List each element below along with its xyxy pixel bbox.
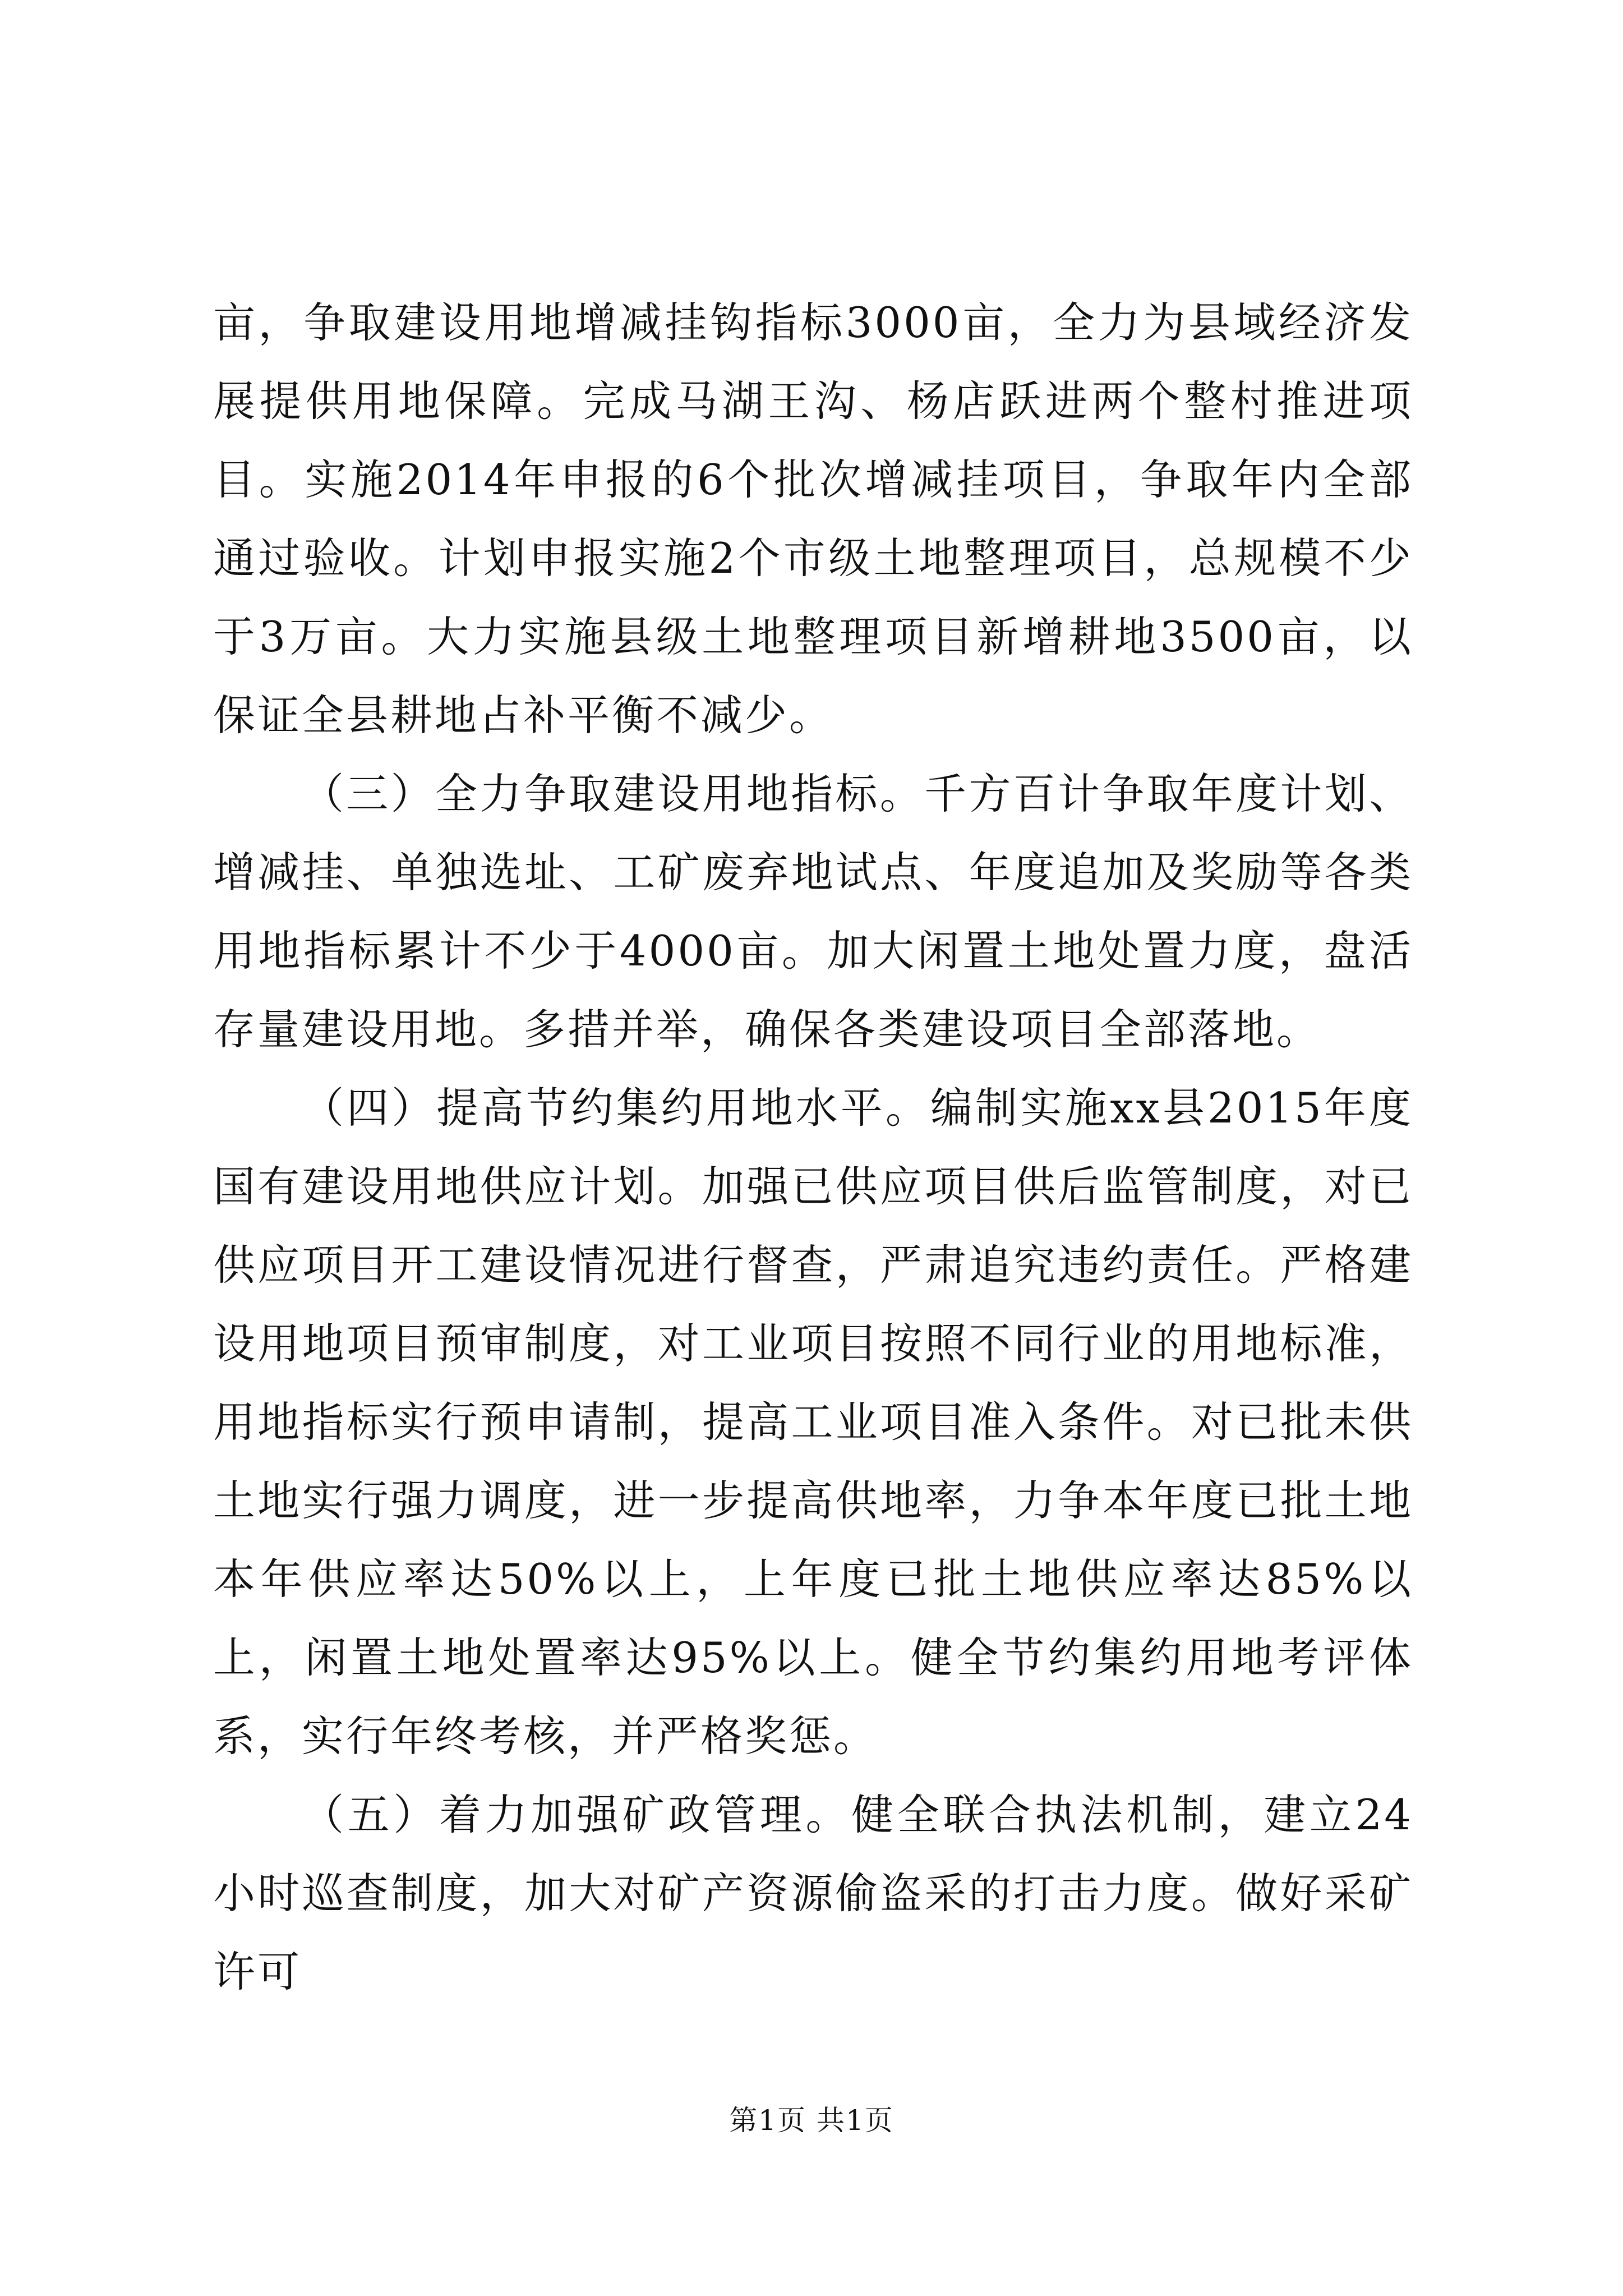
- paragraph-4: （五）着力加强矿政管理。健全联合执法机制，建立24小时巡查制度，加大对矿产资源偷盗采的打击力度。做好采矿许可: [213, 1790, 1413, 1996]
- page-number-label: 第1页 共1页: [729, 2104, 894, 2137]
- paragraph-1: 亩，争取建设用地增减挂钩指标3000亩，全力为县域经济发展提供用地保障。完成马湖王沟、杨店跃进两个整村推进项目。实施2014年申报的6个批次增减挂项目，争取年内全部通过验收。计划申报实施2个市级土地整理项目，总规模不少于3万亩。大力实施县级土地整理项目新增耕地3500亩，以保证全县耕地占补平衡不减少。: [213, 298, 1413, 740]
- paragraph-2: （三）全力争取建设用地指标。千方百计争取年度计划、增减挂、单独选址、工矿废弃地试点、年度追加及奖励等各类用地指标累计不少于4000亩。加大闲置土地处置力度，盘活存量建设用地。多措并举，确保各类建设项目全部落地。: [213, 769, 1413, 1054]
- paragraph-3: （四）提高节约集约用地水平。编制实施xx县2015年度国有建设用地供应计划。加强已供应项目供后监管制度，对已供应项目开工建设情况进行督查，严肃追究违约责任。严格建设用地项目预审制度，对工业项目按照不同行业的用地标准，用地指标实行预申请制，提高工业项目准入条件。对已批未供土地实行强力调度，进一步提高供地率，力争本年度已批土地本年供应率达50%以上，上年度已批土地供应率达85%以上，闲置土地处置率达95%以上。健全节约集约用地考评体系，实行年终考核，并严格奖惩。: [213, 1083, 1413, 1761]
- page-footer: [0, 2101, 1623, 2140]
- document-body: [213, 283, 1413, 2011]
